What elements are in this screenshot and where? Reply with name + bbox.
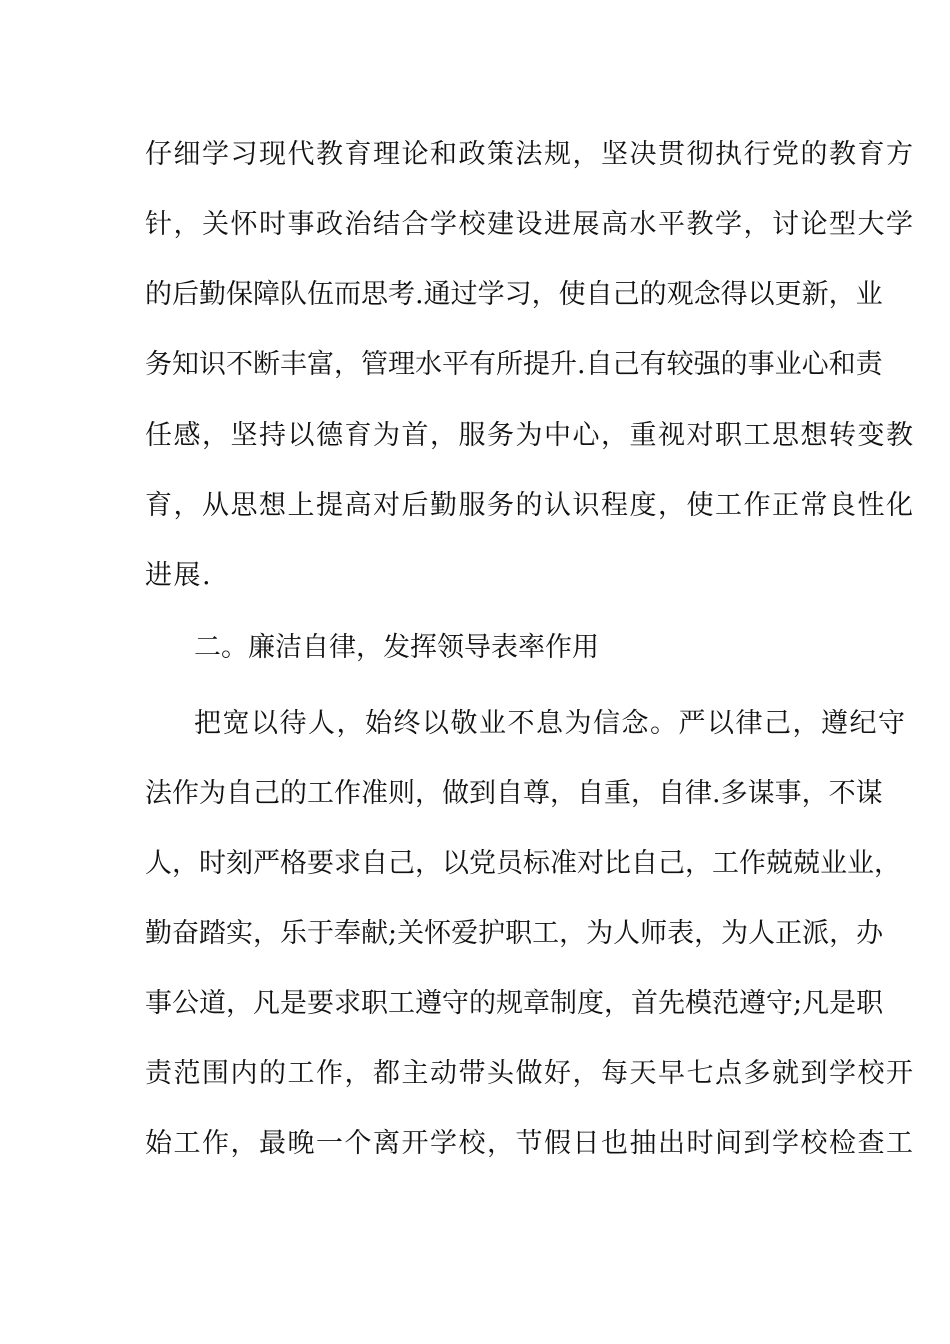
- paragraph-line: 勤奋踏实，乐于奉献;关怀爱护职工，为人师表，为人正派，办: [145, 918, 884, 949]
- paragraph-line: 务知识不断丰富，管理水平有所提升.自己有较强的事业心和责: [145, 349, 883, 380]
- section-heading: 二。廉洁自律，发挥领导表率作用: [194, 632, 599, 663]
- paragraph-line: 任感，坚持以德育为首，服务为中心，重视对职工思想转变教: [145, 420, 915, 451]
- paragraph-line: 事公道，凡是要求职工遵守的规章制度，首先模范遵守;凡是职: [145, 988, 884, 1019]
- paragraph-line: 针，关怀时事政治结合学校建设进展高水平教学，讨论型大学: [145, 209, 915, 240]
- paragraph-line: 育，从思想上提高对后勤服务的认识程度，使工作正常良性化: [145, 490, 915, 521]
- paragraph-line: 仔细学习现代教育理论和政策法规，坚决贯彻执行党的教育方: [145, 139, 915, 170]
- paragraph-line: 法作为自己的工作准则，做到自尊，自重，自律.多谋事，不谋: [145, 778, 883, 809]
- paragraph-line: 始工作，最晚一个离开学校，节假日也抽出时间到学校检查工: [145, 1128, 915, 1159]
- paragraph-line: 责范围内的工作，都主动带头做好，每天早七点多就到学校开: [145, 1058, 915, 1089]
- paragraph-line: 人，时刻严格要求自己，以党员标准对比自己，工作兢兢业业，: [145, 848, 901, 879]
- paragraph-line: 把宽以待人，始终以敬业不息为信念。严以律己，遵纪守: [194, 708, 907, 739]
- paragraph-line: 的后勤保障队伍而思考.通过学习，使自己的观念得以更新，业: [145, 279, 883, 310]
- paragraph-line: 进展.: [145, 560, 213, 591]
